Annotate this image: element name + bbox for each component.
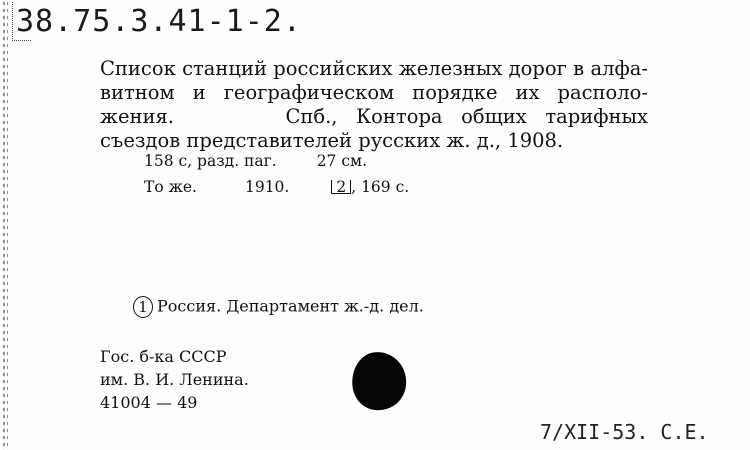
bibliographic-entry: [100, 57, 648, 153]
collation-size: 27 см.: [316, 152, 368, 170]
subject-text: Россия. Департамент ж.-д. дел.: [157, 296, 424, 316]
library-line-2: им. В. И. Ленина.: [100, 370, 249, 389]
same-part-number: 2: [331, 180, 351, 194]
ink-stamp-blot: [348, 349, 410, 414]
subject-heading: [133, 296, 424, 318]
same-label: То же.: [144, 178, 197, 196]
circled-number-marker: 1: [133, 296, 153, 318]
title-line-3: жения. Спб., Контора общих тарифных: [100, 105, 648, 128]
handwritten-date-initials: 7/XII-53. С.Е.: [540, 420, 709, 444]
title-line-2: витном и географическом порядке их располо-: [100, 81, 648, 104]
library-imprint: [100, 345, 249, 414]
card-edge-speckle: [2, 0, 8, 450]
title-line-1: Список станций российских железных дорог в алфа-: [100, 57, 648, 80]
same-year: 1910.: [244, 178, 290, 196]
library-line-1: Гос. б-ка СССР: [100, 347, 227, 366]
same-edition-line: [144, 178, 409, 196]
library-line-3: 41004 — 49: [100, 393, 198, 412]
handwritten-shelfmark: 38.75.3.41-1-2.: [16, 4, 302, 39]
collation-pages: 158 с, разд. паг.: [144, 152, 277, 170]
same-pages: , 169 с.: [351, 178, 410, 196]
collation-line: [144, 152, 367, 170]
title-line-4: съездов представителей русских ж. д., 1908.: [100, 129, 564, 152]
